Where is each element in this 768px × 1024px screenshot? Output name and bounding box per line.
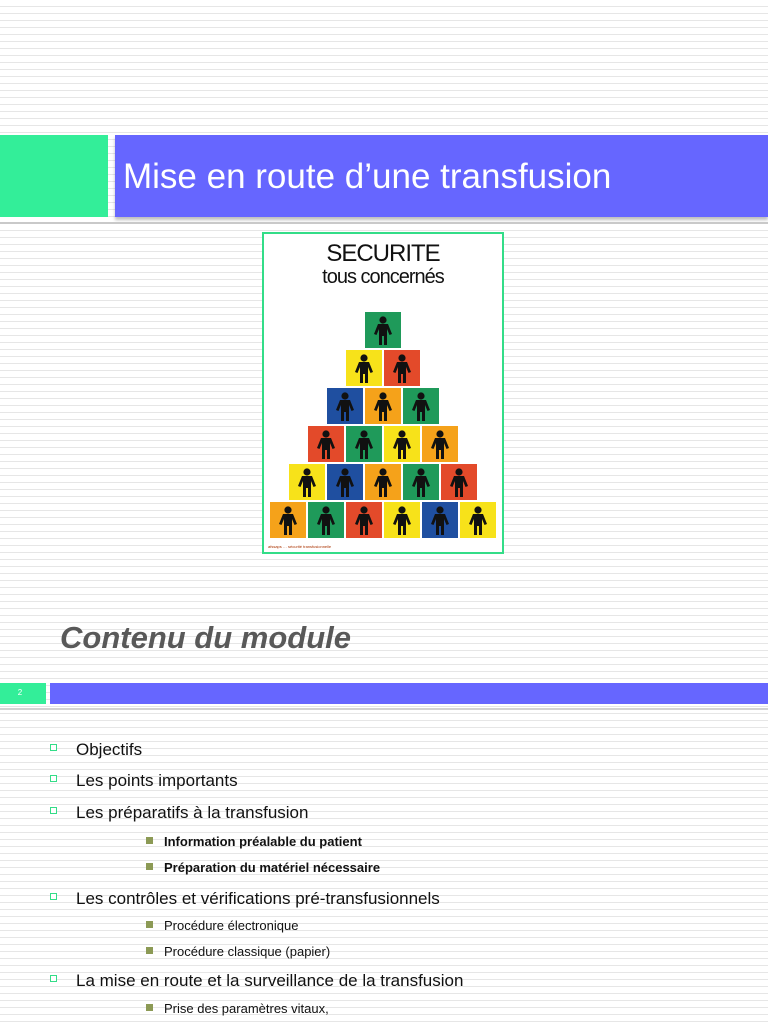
person-tile [308, 502, 344, 538]
person-icon [398, 354, 405, 361]
person-tile [422, 502, 458, 538]
person-icon [436, 506, 443, 513]
person-tile [327, 464, 363, 500]
filled-square-bullet-icon [146, 1004, 153, 1011]
square-bullet-icon [50, 807, 57, 814]
person-icon [379, 392, 386, 399]
filled-square-bullet-icon [146, 947, 153, 954]
person-icon [322, 506, 329, 513]
person-icon [360, 430, 367, 437]
person-tile [441, 464, 477, 500]
person-icon [417, 468, 424, 475]
person-icon [303, 468, 310, 475]
person-tile [384, 426, 420, 462]
divider [0, 222, 768, 224]
person-tile [365, 312, 401, 348]
person-icon [398, 430, 405, 437]
poster-subheading: tous concernés [322, 266, 444, 288]
filled-square-bullet-icon [146, 921, 153, 928]
poster-footer-text: afssaps … sécurité transfusionnelle [268, 544, 332, 549]
person-tile [403, 464, 439, 500]
person-tile [384, 350, 420, 386]
person-tile [308, 426, 344, 462]
slide-number: 2 [17, 688, 23, 697]
safety-poster [262, 232, 504, 554]
person-icon [417, 392, 424, 399]
slide-title: Mise en route d’une transfusion [123, 157, 612, 196]
person-icon [360, 354, 367, 361]
filled-square-bullet-icon [146, 863, 153, 870]
person-tile [346, 502, 382, 538]
person-icon [474, 506, 481, 513]
person-tile [365, 464, 401, 500]
square-bullet-icon [50, 893, 57, 900]
title-accent-block [0, 135, 108, 217]
square-bullet-icon [50, 775, 57, 782]
person-icon [379, 316, 386, 323]
person-icon [360, 506, 367, 513]
person-tile [327, 388, 363, 424]
person-tile [422, 426, 458, 462]
person-tile [403, 388, 439, 424]
person-icon [284, 506, 291, 513]
person-tile [346, 426, 382, 462]
square-bullet-icon [50, 975, 57, 982]
slide-number-box [0, 683, 46, 704]
person-icon [341, 392, 348, 399]
person-icon [322, 430, 329, 437]
person-tile [365, 388, 401, 424]
person-icon [379, 468, 386, 475]
module-title: Contenu du module [60, 620, 352, 655]
header-bar [50, 683, 768, 704]
poster-heading: SECURITE [326, 240, 440, 267]
people-pyramid [264, 234, 502, 552]
person-tile [289, 464, 325, 500]
person-icon [436, 430, 443, 437]
person-tile [346, 350, 382, 386]
person-icon [341, 468, 348, 475]
divider [0, 708, 768, 710]
filled-square-bullet-icon [146, 837, 153, 844]
person-tile [270, 502, 306, 538]
person-icon [455, 468, 462, 475]
square-bullet-icon [50, 744, 57, 751]
person-icon [398, 506, 405, 513]
person-tile [460, 502, 496, 538]
title-bar [115, 135, 768, 217]
person-tile [384, 502, 420, 538]
